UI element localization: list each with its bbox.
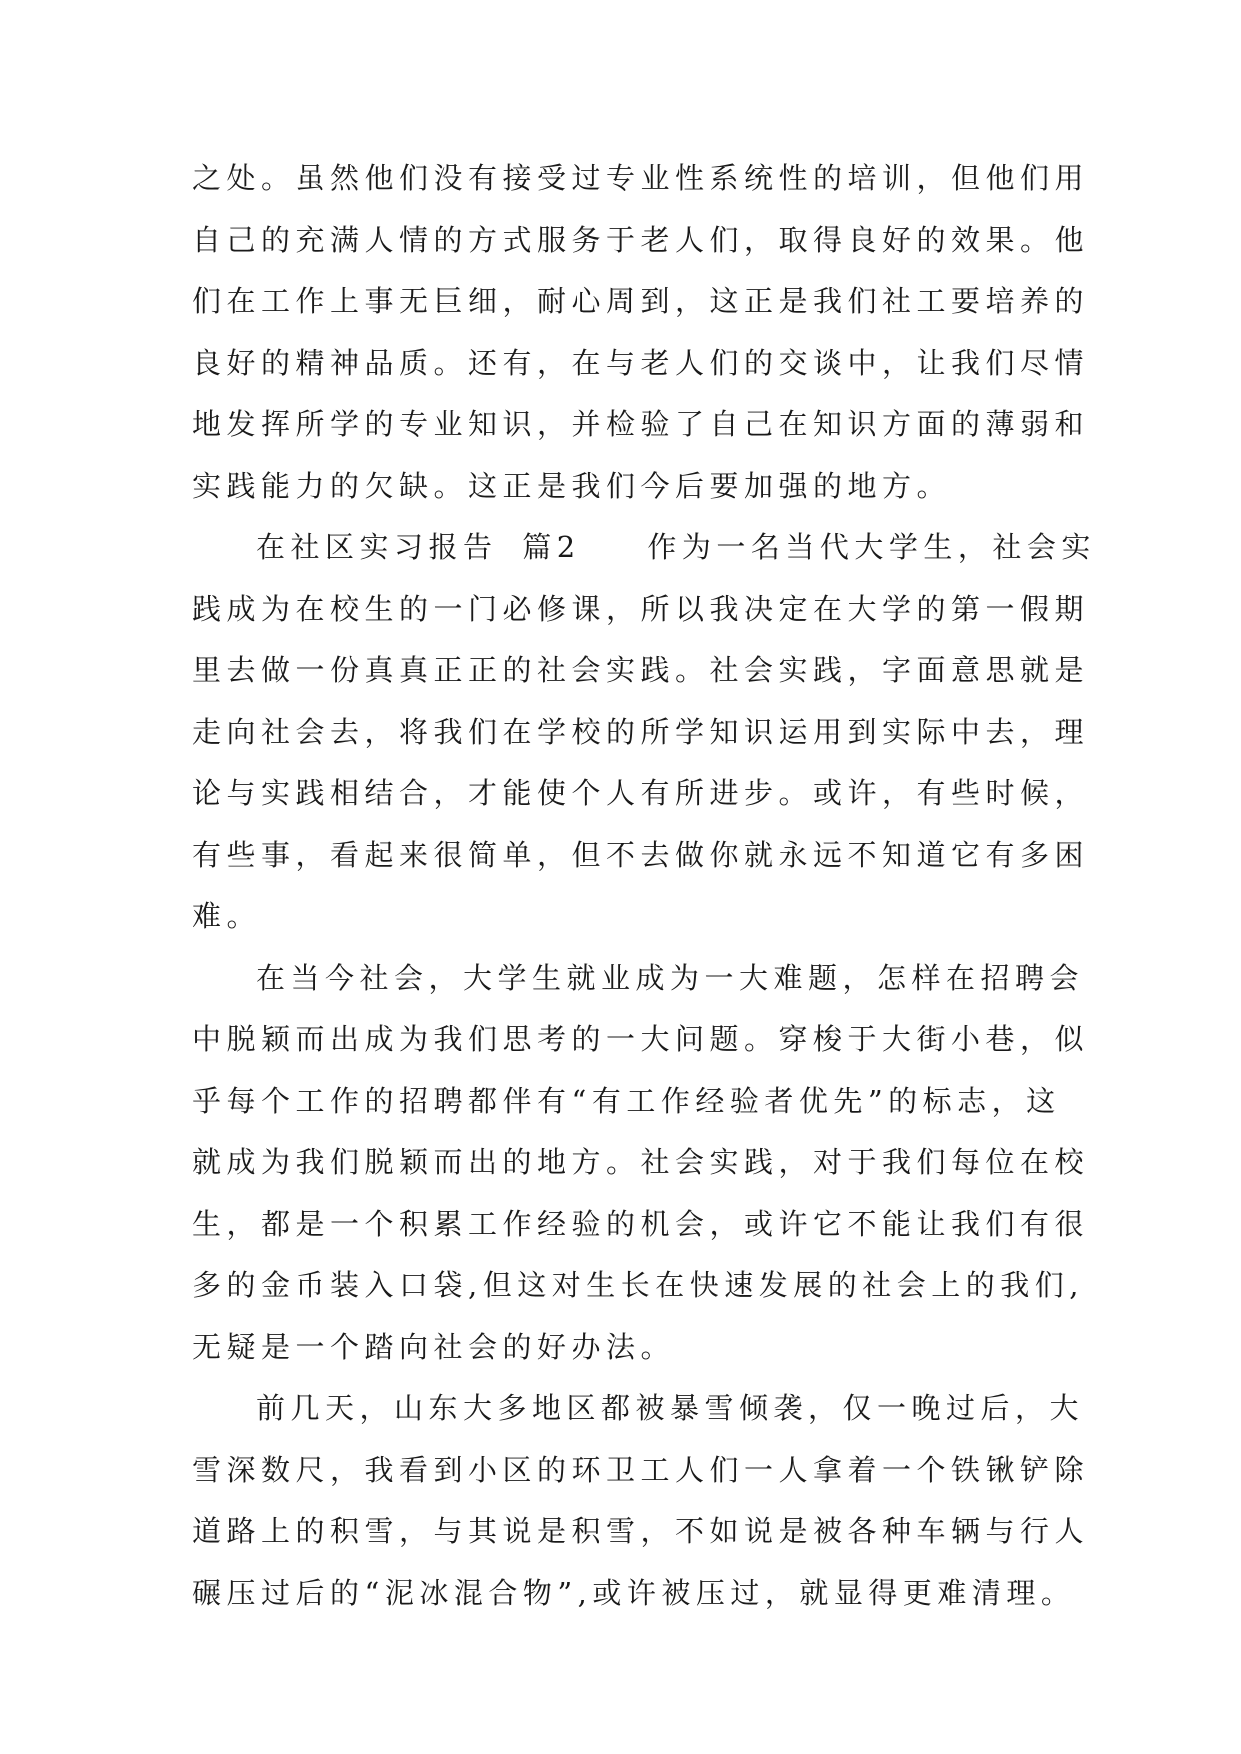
text-line: 之处。虽然他们没有接受过专业性系统性的培训，但他们用 [192, 161, 1090, 195]
text-line: 有些事，看起来很简单，但不去做你就永远不知道它有多困 [192, 837, 1090, 872]
text-line: 走向社会去，将我们在学校的所学知识运用到实际中去，理 [192, 714, 1090, 749]
text-line: 践成为在校生的一门必修课，所以我决定在大学的第一假期 [192, 591, 1090, 626]
text-line: 碾压过后的“泥冰混合物”,或许被压过，就显得更难清理。 [192, 1575, 1076, 1610]
section-heading: 在社区实习报告 [256, 530, 498, 564]
text-line: 实践能力的欠缺。这正是我们今后要加强的地方。 [192, 468, 952, 503]
text-line: 无疑是一个踏向社会的好办法。 [192, 1329, 676, 1364]
text-line: 乎每个工作的招聘都伴有“有工作经验者优先”的标志，这 [192, 1083, 1061, 1118]
text-line: 中脱颖而出成为我们思考的一大问题。穿梭于大街小巷，似 [192, 1022, 1090, 1056]
text-line: 就成为我们脱颖而出的地方。社会实践，对于我们每位在校 [192, 1145, 1090, 1179]
text-line: 生，都是一个积累工作经验的机会，或许它不能让我们有很 [192, 1206, 1090, 1241]
text-line: 道路上的积雪，与其说是积雪，不如说是被各种车辆与行人 [192, 1514, 1090, 1548]
text-line: 里去做一份真真正正的社会实践。社会实践，字面意思就是 [192, 653, 1090, 687]
section-label: 篇 [522, 530, 557, 564]
text-line: 难。 [192, 899, 262, 933]
document-body [192, 148, 1096, 1624]
paragraph-first-line: 前几天，山东大多地区都被暴雪倾袭，仅一晚过后，大 [256, 1391, 1085, 1425]
text-line: 们在工作上事无巨细，耐心周到，这正是我们社工要培养的 [192, 284, 1090, 318]
section-number: 2 [556, 530, 581, 564]
paragraph-first-line: 在当今社会，大学生就业成为一大难题，怎样在招聘会 [256, 960, 1085, 995]
text-line: 论与实践相结合，才能使个人有所进步。或许，有些时候， [192, 776, 1090, 810]
text-line: 雪深数尺，我看到小区的环卫工人们一人拿着一个铁锹铲除 [192, 1452, 1090, 1487]
text-line: 良好的精神品质。还有，在与老人们的交谈中，让我们尽情 [192, 345, 1090, 380]
text-line: 地发挥所学的专业知识，并检验了自己在知识方面的薄弱和 [192, 407, 1090, 441]
section-heading-line [192, 517, 1096, 579]
text-line: 自己的充满人情的方式服务于老人们，取得良好的效果。他 [192, 222, 1090, 257]
section-first-text: 作为一名当代大学生，社会实 [647, 530, 1096, 564]
text-line: 多的金币装入口袋,但这对生长在快速发展的社会上的我们, [192, 1268, 1084, 1302]
